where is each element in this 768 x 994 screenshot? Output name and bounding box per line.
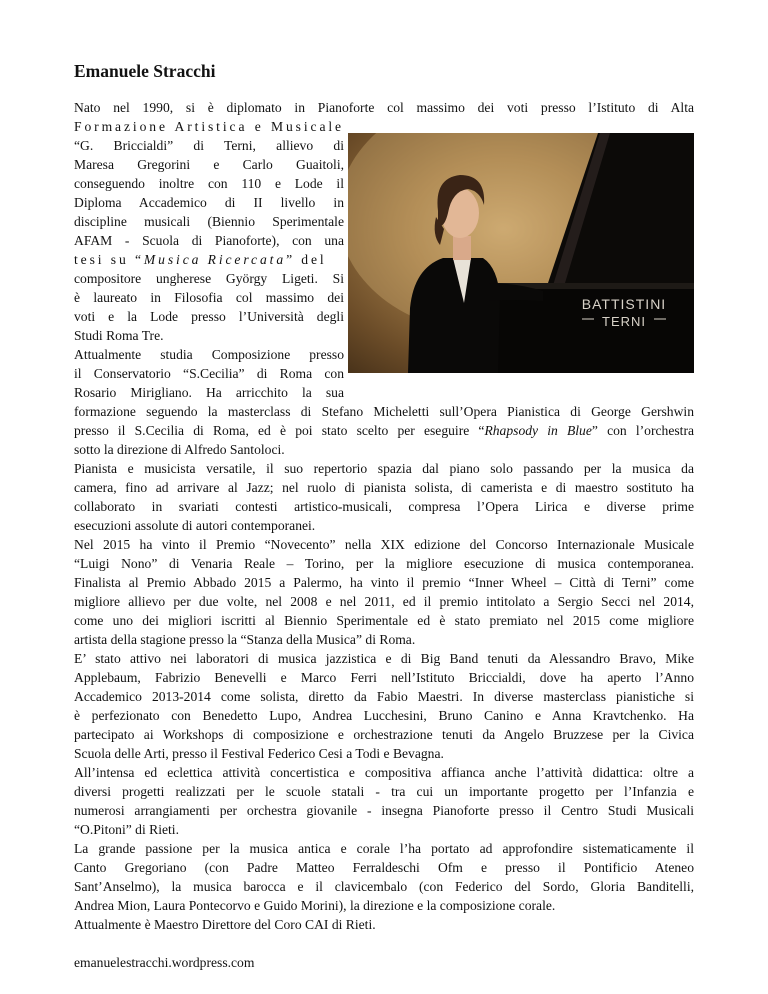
thesis-prefix: tesi su “ [74, 252, 144, 267]
bio-line: sotto la direzione di Alfredo Santoloci. [74, 442, 285, 457]
website-text: emanuelestracchi.wordpress.com [74, 955, 255, 970]
bio-line-rhapsody [74, 421, 694, 440]
bio-line: esecuzioni assolute di autori contemporanei. [74, 518, 316, 533]
bio-line: il Conservatorio “S.Cecilia” di Roma con [74, 366, 344, 381]
bio-line: AFAM - Scuola di Pianoforte), con una [74, 233, 344, 248]
pianist-illustration [348, 133, 694, 373]
thesis-title: Musica Ricercata [143, 252, 287, 267]
pianist-photo [348, 133, 694, 373]
page-title: Emanuele Stracchi [74, 61, 216, 81]
bio-line: partecipato ai Workshops di composizione e orchestrazione tenuti da Angelo Bruzzese per la Civica [74, 727, 694, 742]
bio-line: migliore allievo per due volte, nel 2008 e nel 2011, ed il premio intitolato a Sergio Secci nel 2014, [74, 594, 694, 609]
bio-line: “O.Pitoni” di Rieti. [74, 822, 179, 837]
bio-line: Applebaum, Fabrizio Benevelli e Marco Ferri nell’Istituto Briccialdi, dove ha aperto l’Anno [74, 670, 694, 685]
bio-line: Studi Roma Tre. [74, 328, 164, 343]
bio-line: camera, fino ad arrivare al Jazz; nel ruolo di pianista solista, di camerista e di maestro sostituto ha [74, 480, 694, 495]
bio-line: Attualmente studia Composizione presso [74, 347, 344, 362]
bio-line: La grande passione per la musica antica e corale l’ha portato ad approfondire sistematicamente il [74, 841, 694, 856]
bio-line: conseguendo inoltre con 110 e Lode il [74, 176, 344, 191]
bio-line: Pianista e musicista versatile, il suo repertorio spazia dal piano solo passando per la musica da [74, 461, 694, 476]
bio-line: Canto Gregoriano (con Padre Matteo Ferraldeschi Ofm e presso il Pontificio Ateneo [74, 860, 694, 875]
bio-line: All’intensa ed eclettica attività concertistica e compositiva affianca anche l’attività didattica: oltre a [74, 765, 694, 780]
bio-line: “G. Briccialdi” di Terni, allievo di [74, 138, 344, 153]
bio-line: artista della stagione presso la “Stanza della Musica” di Roma. [74, 632, 416, 647]
piano-brand-line2: TERNI [602, 314, 646, 329]
bio-line: Accademico 2013-2014 come solista, diretto da Fabio Maestri. In diverse masterclass pianistiche si [74, 689, 694, 704]
piano-brand-line1: BATTISTINI [581, 296, 667, 312]
bio-line: Maresa Gregorini e Carlo Guaitoli, [74, 157, 344, 172]
rhapsody-suffix: ” con l’orchestra [591, 423, 694, 438]
bio-line: E’ stato attivo nei laboratori di musica jazzistica e di Big Band tenuti da Alessandro Bravo, Mike [74, 651, 694, 666]
bio-line: Andrea Mion, Laura Pontecorvo e Guido Morini), la direzione e la composizione corale. [74, 898, 556, 913]
bio-line: formazione seguendo la masterclass di Stefano Micheletti sull’Opera Pianistica di George Gershwin [74, 404, 694, 419]
bio-line-thesis [74, 250, 327, 269]
thesis-suffix: ” del [286, 252, 327, 267]
bio-line: Nato nel 1990, si è diplomato in Pianoforte col massimo dei voti presso l’Istituto di Alta [74, 100, 694, 115]
bio-line: “Luigi Nono” di Venaria Reale – Torino, per la migliore esecuzione di musica contemporanea. [74, 556, 694, 571]
bio-line: diversi progetti realizzati per le scuole statali - tra cui un importante progetto per l’Infanzia e [74, 784, 694, 799]
bio-line: collaborato in svariati contesti artistico-musicali, compresa l’Opera Lirica e diverse prime [74, 499, 694, 514]
rhapsody-title: Rhapsody in Blue [484, 423, 592, 438]
bio-line: Nel 2015 ha vinto il Premio “Novecento” nella XIX edizione del Concorso Internazionale Musicale [74, 537, 694, 552]
bio-line: è laureato in Filosofia col massimo dei [74, 290, 344, 305]
bio-line: voti e la Lode presso l’Università degli [74, 309, 344, 324]
bio-line: Diploma Accademico di II livello in [74, 195, 344, 210]
rhapsody-prefix: presso il S.Cecilia di Roma, ed è poi stato scelto per eseguire “ [74, 423, 485, 438]
bio-line: come uno dei migliori iscritti al Biennio Sperimentale ed è stato premiato nel 2015 come migliore [74, 613, 694, 628]
bio-line: Finalista al Premio Abbado 2015 a Palermo, ha vinto il premio “Inner Wheel – Città di Terni” come [74, 575, 694, 590]
bio-line: discipline musicali (Biennio Sperimentale [74, 214, 344, 229]
bio-line: compositore ungherese György Ligeti. Si [74, 271, 344, 286]
bio-line: Scuola delle Arti, presso il Festival Federico Cesi a Todi e Bevagna. [74, 746, 444, 761]
bio-line: numerosi arrangiamenti per orchestra giovanile - insegna Pianoforte presso il Centro Studi Musicali [74, 803, 694, 818]
bio-line: Rosario Mirigliano. Ha arricchito la sua [74, 385, 344, 400]
bio-line: Sant’Anselmo), la musica barocca e il clavicembalo (con Federico del Sordo, Gloria Banditelli, [74, 879, 694, 894]
bio-line: è perfezionato con Benedetto Lupo, Andrea Lucchesini, Bruno Canino e Anna Kravtchenko. Ha [74, 708, 694, 723]
bio-line: Attualmente è Maestro Direttore del Coro CAI di Rieti. [74, 917, 376, 932]
bio-line: Formazione Artistica e Musicale [74, 119, 344, 134]
